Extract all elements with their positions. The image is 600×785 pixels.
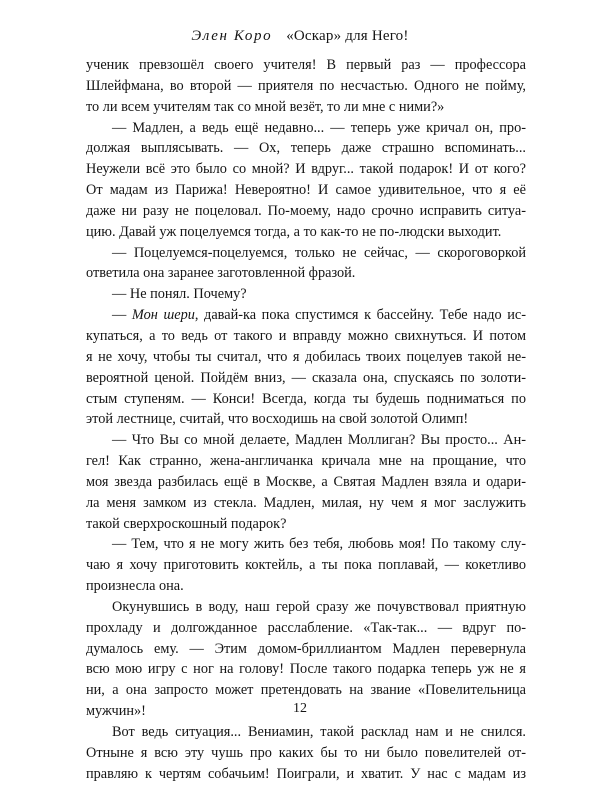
- text-line: всю мою игру с ног на голову! После такого подарка теперь уж не я: [86, 661, 526, 678]
- running-header: [0, 27, 600, 45]
- text-line: ответила она заранее заготовленной фразой.: [86, 265, 356, 282]
- text-line: Отныне я всю эту чушь про каких бы то ни было повелителей от-: [86, 744, 526, 761]
- text-line: Шлейфмана, во второй — приятеля по несчастью. Одного не пойму,: [86, 77, 526, 94]
- text-line: произнесла она.: [86, 578, 184, 595]
- text-line: стым ступеням. — Конси! Всегда, когда ты будешь подниматься по: [86, 390, 526, 407]
- text-line: Вот ведь ситуация... Вениамин, такой расклад нам и не снился.: [112, 724, 526, 740]
- text-line: моя звезда разбилась ещё в Москве, а Святая Мадлен взяла и одари-: [86, 473, 526, 490]
- header-author: Элен Коро: [191, 28, 273, 44]
- text-line: я не хочу, чтобы ты считал, что я добилась твоих поцелуев такой не-: [86, 348, 526, 365]
- text-line: — Не понял. Почему?: [112, 286, 247, 303]
- page-number: 12: [293, 701, 307, 716]
- text-line: такой сверхроскошный подарок?: [86, 515, 287, 532]
- text-line: прохладу и долгожданное расслабление. «Так-так... — вдруг по-: [86, 619, 526, 636]
- text-line: этой лестнице, считай, что восходишь на свой золотой Олимп!: [86, 411, 469, 428]
- text-line: — Что Вы со мной делаете, Мадлен Моллиган? Вы просто... Ан-: [112, 432, 526, 449]
- text-line: даже ни разу не поцеловал. По-моему, надо срочно исправить ситуа-: [86, 202, 526, 219]
- text-line: — Мадлен, а ведь ещё недавно... — теперь уже кричал он, про-: [112, 119, 526, 136]
- text-line: вероятной ценой. Пойдём вниз, — сказала она, спускаясь по золоти-: [86, 369, 526, 386]
- text-line: гел! Как странно, жена-англичанка кричала мне на прощание, что: [86, 453, 526, 470]
- text-line: ни, а она запросто может претендовать на звание «Повелительница: [86, 682, 526, 699]
- text-line: чаю я хочу приготовить коктейль, а ты пока поплавай, — кокетливо: [86, 557, 526, 574]
- text-line: — Поцелуемся-поцелуемся, только не сейчас, — скороговоркой: [112, 244, 526, 261]
- text-line: ученик превзошёл своего учителя! В первый раз — профессора: [86, 57, 526, 73]
- text-line: Неужели всё это было со мной? И вдруг... такой подарок! И от кого?: [86, 161, 526, 178]
- text-line: — Тем, что я не могу жить без тебя, любовь моя! По такому слу-: [112, 536, 526, 553]
- text-line: должая выплясывать. — Ох, теперь даже страшно вспоминать...: [86, 140, 526, 157]
- italic-mon-cheri: — Мон шери: [112, 307, 195, 324]
- text-line: правляю к чертям собачьим! Поиграли, и хватит. У нас с мадам из: [86, 765, 526, 782]
- text-line: От мадам из Парижа! Невероятно! И самое удивительное, что я её: [86, 182, 526, 199]
- text-line: думалось ему. — Этим домом-бриллиантом Мадлен перевернула: [86, 640, 526, 657]
- text-line-with-italic: [86, 305, 526, 326]
- text-line: Окунувшись в воду, наш герой сразу же почувствовал приятную: [112, 598, 526, 615]
- text-line: ла меня замком из стекла. Мадлен, милая, ну чем я мог заслужить: [86, 494, 526, 511]
- header-book-title: «Оскар» для Него!: [286, 28, 409, 44]
- text-line: купаться, а то ведь от такого и вправду можно свихнуться. И потом: [86, 327, 526, 344]
- text-line: мужчин»!: [86, 703, 146, 720]
- body-text: [86, 55, 526, 785]
- text-line: цию. Давай уж поцелуемся тогда, а то как-то не по-людски выходит.: [86, 223, 502, 240]
- text-line-rest: , давай-ка пока спустимся к бассейну. Тебе надо ис-: [194, 307, 526, 324]
- text-line: то ли всем учителям так со мной везёт, то ли мне с ними?»: [86, 98, 445, 115]
